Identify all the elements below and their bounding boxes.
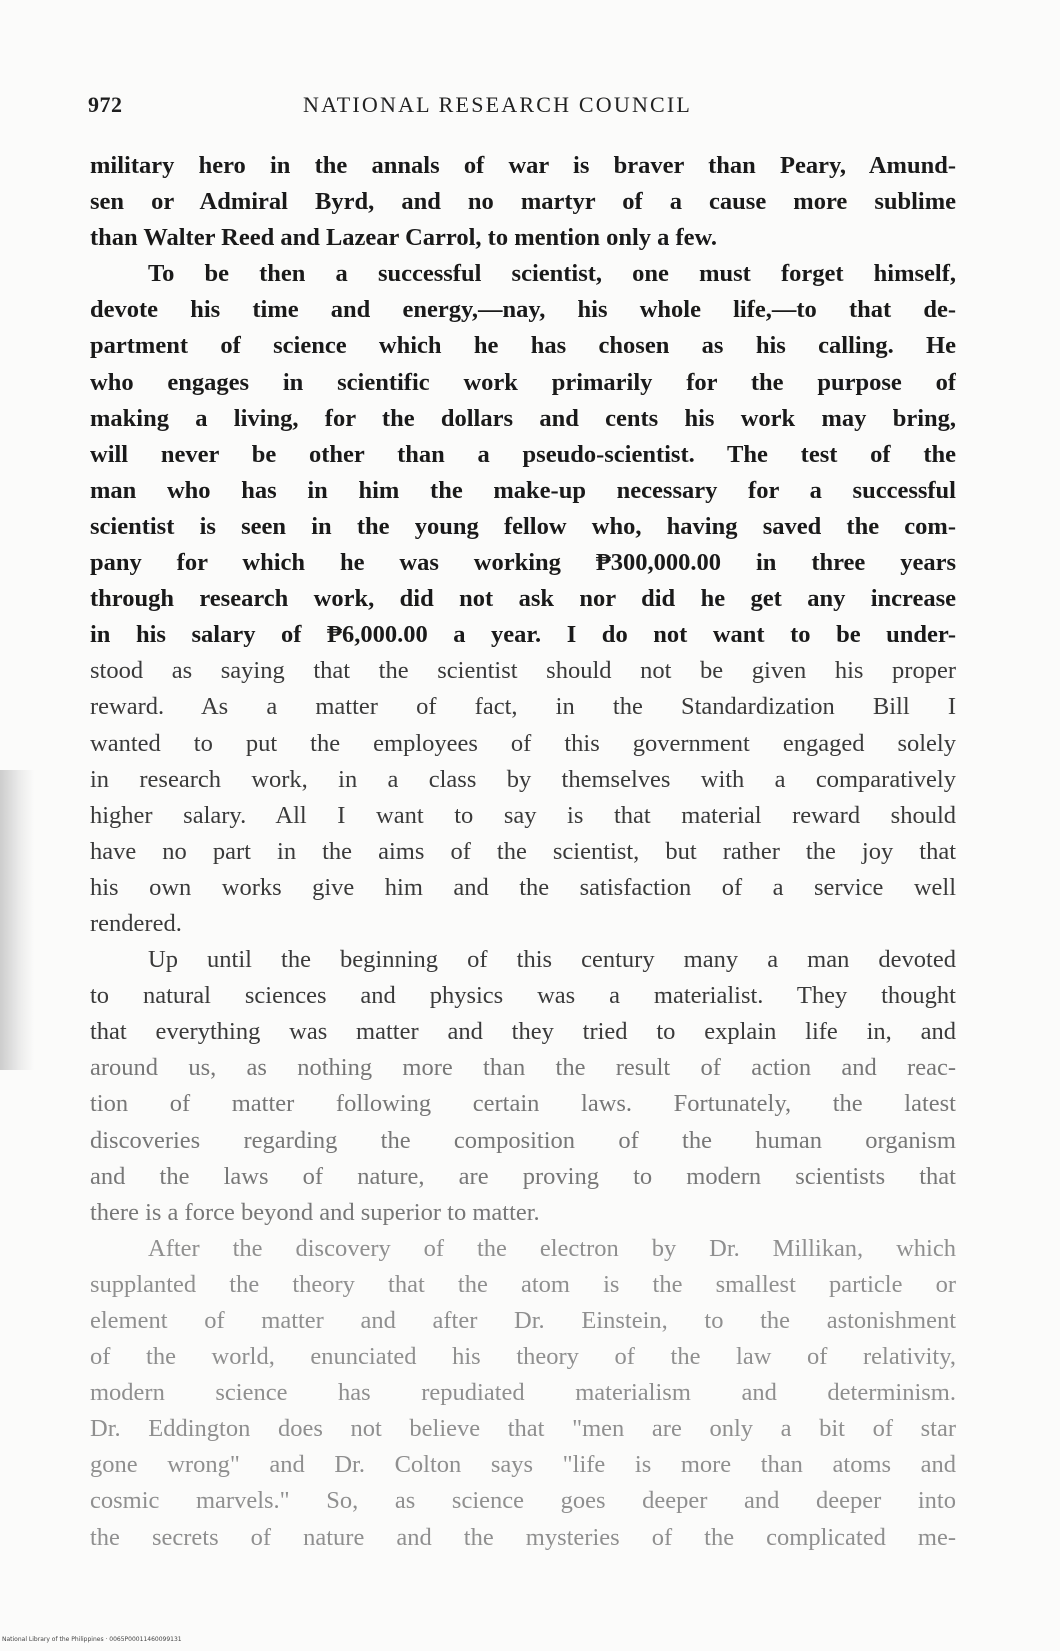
text-line: man who has in him the make-up necessary for a successful <box>90 476 956 504</box>
text-line: gone wrong" and Dr. Colton says "life is more than atoms and <box>90 1451 956 1479</box>
text-line: in his salary of ₱6,000.00 a year. I do not want to be under- <box>90 621 956 649</box>
page-number: 972 <box>88 92 123 117</box>
text-line: that everything was matter and they tried to explain life in, and <box>90 1018 956 1046</box>
text-line: After the discovery of the electron by Dr. Millikan, which <box>148 1234 956 1262</box>
text-line: through research work, did not ask nor did he get any increase <box>90 585 956 613</box>
text-line: devote his time and energy,—nay, his whole life,—to that de- <box>90 296 956 324</box>
text-line: reward. As a matter of fact, in the Standardization Bill I <box>90 693 956 721</box>
text-line: To be then a successful scientist, one must forget himself, <box>148 260 956 288</box>
text-line: who engages in scientific work primarily for the purpose of <box>90 368 956 396</box>
text-line: making a living, for the dollars and cents his work may bring, <box>90 404 956 432</box>
text-line: sen or Admiral Byrd, and no martyr of a cause more sublime <box>90 188 956 216</box>
text-line: supplanted the theory that the atom is the smallest particle or <box>90 1270 956 1298</box>
text-line: pany for which he was working ₱300,000.00 in three years <box>90 549 956 577</box>
text-line: element of matter and after Dr. Einstein, to the astonishment <box>90 1307 956 1334</box>
text-line: military hero in the annals of war is braver than Peary, Amund- <box>90 152 956 179</box>
running-head: NATIONAL RESEARCH COUNCIL <box>303 92 693 117</box>
text-line: of the world, enunciated his theory of the law of relativity, <box>90 1343 956 1371</box>
text-line: than Walter Reed and Lazear Carrol, to mention only a few. <box>90 224 717 252</box>
text-line: scientist is seen in the young fellow who, having saved the com- <box>90 512 956 540</box>
text-line: modern science has repudiated materialism and determinism. <box>90 1379 956 1407</box>
text-line: will never be other than a pseudo-scientist. The test of the <box>90 440 956 468</box>
text-line: Dr. Eddington does not believe that "men are only a bit of star <box>90 1415 956 1443</box>
text-line: his own works give him and the satisfaction of a service well <box>90 873 956 901</box>
text-line: and the laws of nature, are proving to modern scientists that <box>90 1162 956 1190</box>
text-line: the secrets of nature and the mysteries of the complicated me- <box>90 1523 956 1551</box>
text-line: cosmic marvels." So, as science goes deeper and deeper into <box>90 1487 956 1515</box>
text-line: stood as saying that the scientist should not be given his proper <box>90 657 956 685</box>
text-line: to natural sciences and physics was a materialist. They thought <box>90 982 956 1010</box>
text-line: have no part in the aims of the scientist, but rather the joy that <box>90 837 956 865</box>
text-line: partment of science which he has chosen as his calling. He <box>90 332 956 360</box>
text-line: around us, as nothing more than the result of action and reac- <box>90 1054 956 1082</box>
scan-credit: National Library of the Philippines · 0065P00011460099131 <box>2 1636 182 1643</box>
text-line: discoveries regarding the composition of the human organism <box>90 1126 956 1154</box>
text-line: in research work, in a class by themselves with a comparatively <box>90 765 956 793</box>
text-line: tion of matter following certain laws. Fortunately, the latest <box>90 1090 956 1118</box>
text-line: wanted to put the employees of this government engaged solely <box>90 729 956 757</box>
text-line: there is a force beyond and superior to matter. <box>90 1198 540 1226</box>
text-line: Up until the beginning of this century many a man devoted <box>148 946 956 974</box>
binding-edge-shadow <box>0 770 34 1070</box>
text-line: rendered. <box>90 909 182 937</box>
body-text <box>90 148 956 1556</box>
text-line: higher salary. All I want to say is that material reward should <box>90 801 956 829</box>
page-header <box>88 92 958 132</box>
